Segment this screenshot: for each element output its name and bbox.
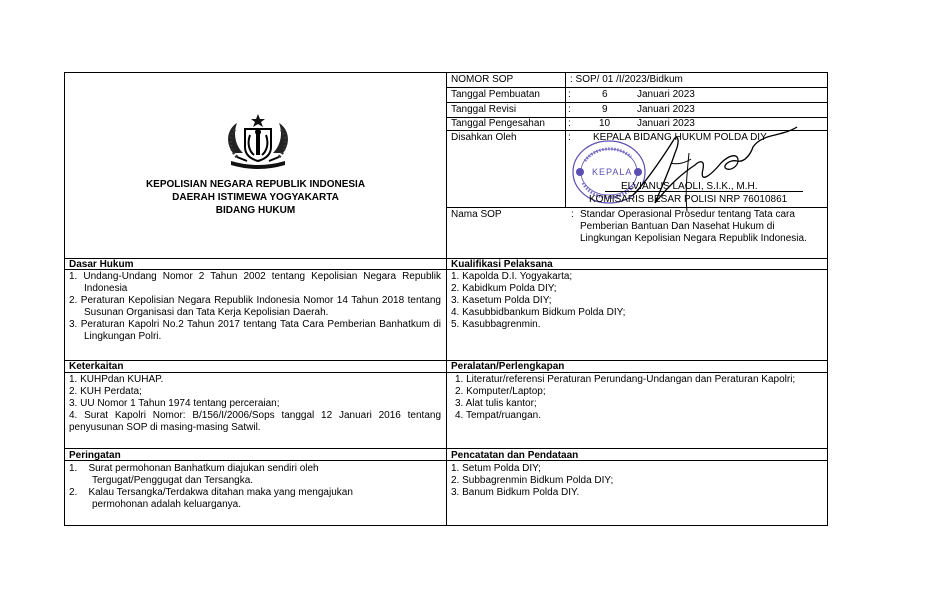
dasar-hukum-list <box>69 271 441 343</box>
pencatatan-list <box>451 463 823 499</box>
colon: : <box>568 89 571 100</box>
tgl-revisi-day: 9 <box>602 104 608 115</box>
section-divider <box>65 258 827 259</box>
tgl-pengesahan-month: Januari 2023 <box>637 118 695 129</box>
list-item: 2. Kabidkum Polda DIY; <box>451 283 557 294</box>
list-item: 1. Setum Polda DIY; <box>451 463 541 474</box>
org-name-line2: DAERAH ISTIMEWA YOGYAKARTA <box>172 192 339 203</box>
disahkan-title: KEPALA BIDANG HUKUM POLDA DIY <box>593 132 767 143</box>
kualifikasi-list <box>451 271 823 331</box>
section-divider <box>65 460 827 461</box>
list-item: 2. Subbagrenmin Bidkum Polda DIY; <box>451 475 614 486</box>
disahkan-label: Disahkan Oleh <box>451 132 517 143</box>
list-item: 3. Alat tulis kantor; <box>455 398 537 409</box>
list-item: 2. KUH Perdata; <box>69 386 142 397</box>
nama-sop-value: Standar Operasional Prosedur tentang Tata cara Pemberian Bantuan Dan Nasehat Hukum di Lingkungan Kepolisian Negara Republik Indonesia. <box>580 209 807 244</box>
list-item: 2. Komputer/Laptop; <box>455 386 546 397</box>
nama-sop-label: Nama SOP <box>451 209 502 220</box>
list-item: 1. Literatur/referensi Peraturan Perundang-Undangan dan Peraturan Kapolri; <box>455 374 796 385</box>
list-item: 2. Kalau Tersangka/Terdakwa ditahan maka yang mengajukan permohonan adalah keluarganya. <box>69 487 356 510</box>
list-item: 1. Undang-Undang Nomor 2 Tahun 2002 tentang Kepolisian Negara Republik Indonesia <box>69 271 441 294</box>
tgl-pembuatan-label: Tanggal Pembuatan <box>451 89 540 100</box>
peralatan-list <box>455 374 805 422</box>
section-divider <box>65 269 827 270</box>
disahkan-rank: KOMISARIS BESAR POLISI NRP 76010861 <box>589 194 788 205</box>
colon: : <box>568 118 571 129</box>
sop-document <box>64 72 828 526</box>
list-item: 1. Surat permohonan Banhatkum diajukan sendiri oleh Tergugat/Penggugat dan Tersangka. <box>69 463 322 486</box>
list-item: 3. UU Nomor 1 Tahun 1974 tentang perceraian; <box>69 398 280 409</box>
tgl-pengesahan-day: 10 <box>599 118 611 129</box>
list-item: 4. Kasubbidbankum Bidkum Polda DIY; <box>451 307 626 318</box>
colon: : <box>568 104 571 115</box>
colon: : <box>568 132 571 143</box>
list-item: 1. Kapolda D.I. Yogyakarta; <box>451 271 573 282</box>
keterkaitan-title: Keterkaitan <box>69 361 124 372</box>
label-divider <box>565 73 566 208</box>
peringatan-title: Peringatan <box>69 450 121 461</box>
colon: : <box>571 209 574 220</box>
list-item: 3. Peraturan Kapolri No.2 Tahun 2017 tentang Tata Cara Pemberian Banhatkum di Lingkungan Polri. <box>69 319 441 342</box>
tgl-pembuatan-month: Januari 2023 <box>637 89 695 100</box>
signature-underline <box>605 191 803 192</box>
list-item: 4. Surat Kapolri Nomor: B/156/I/2006/Sops tanggal 12 Januari 2016 tentang penyusunan SOP di masing-masing Satwil. <box>69 410 441 433</box>
tgl-revisi-label: Tanggal Revisi <box>451 104 517 115</box>
kualifikasi-title: Kualifikasi Pelaksana <box>451 259 553 270</box>
nomor-sop-value: : SOP/ 01 /I/2023/Bidkum <box>570 74 683 85</box>
disahkan-name: ELVIANUS LAOLI, S.I.K., M.H. <box>621 181 758 192</box>
section-divider <box>65 448 827 449</box>
row-divider <box>446 87 827 88</box>
section-divider <box>65 372 827 373</box>
peralatan-title: Peralatan/Perlengkapan <box>451 361 565 372</box>
tgl-pembuatan-day: 6 <box>602 89 608 100</box>
center-divider <box>446 73 447 525</box>
peringatan-list <box>69 463 389 511</box>
list-item: 3. Kasetum Polda DIY; <box>451 295 552 306</box>
list-item: 3. Banum Bidkum Polda DIY. <box>451 487 580 498</box>
org-name-line1: KEPOLISIAN NEGARA REPUBLIK INDONESIA <box>145 179 366 190</box>
dasar-hukum-title: Dasar Hukum <box>69 259 134 270</box>
org-name-line3: BIDANG HUKUM <box>215 205 296 216</box>
stamp-text: KEPALA <box>592 167 633 177</box>
pencatatan-title: Pencatatan dan Pendataan <box>451 450 579 461</box>
list-item: 2. Peraturan Kepolisian Negara Republik Indonesia Nomor 14 Tahun 2018 tentang Susunan Organisasi dan Tata Kerja Kepolisian Daerah. <box>69 295 441 318</box>
nomor-sop-label: NOMOR SOP <box>451 74 514 85</box>
tgl-pengesahan-label: Tanggal Pengesahan <box>451 118 545 129</box>
list-item: 1. KUHPdan KUHAP. <box>69 374 164 385</box>
keterkaitan-list <box>69 374 441 434</box>
section-divider <box>65 360 827 361</box>
row-divider <box>446 102 827 103</box>
list-item: 5. Kasubbagrenmin. <box>451 319 541 330</box>
list-item: 4. Tempat/ruangan. <box>455 410 541 421</box>
tgl-revisi-month: Januari 2023 <box>637 104 695 115</box>
police-emblem-icon <box>223 113 293 169</box>
